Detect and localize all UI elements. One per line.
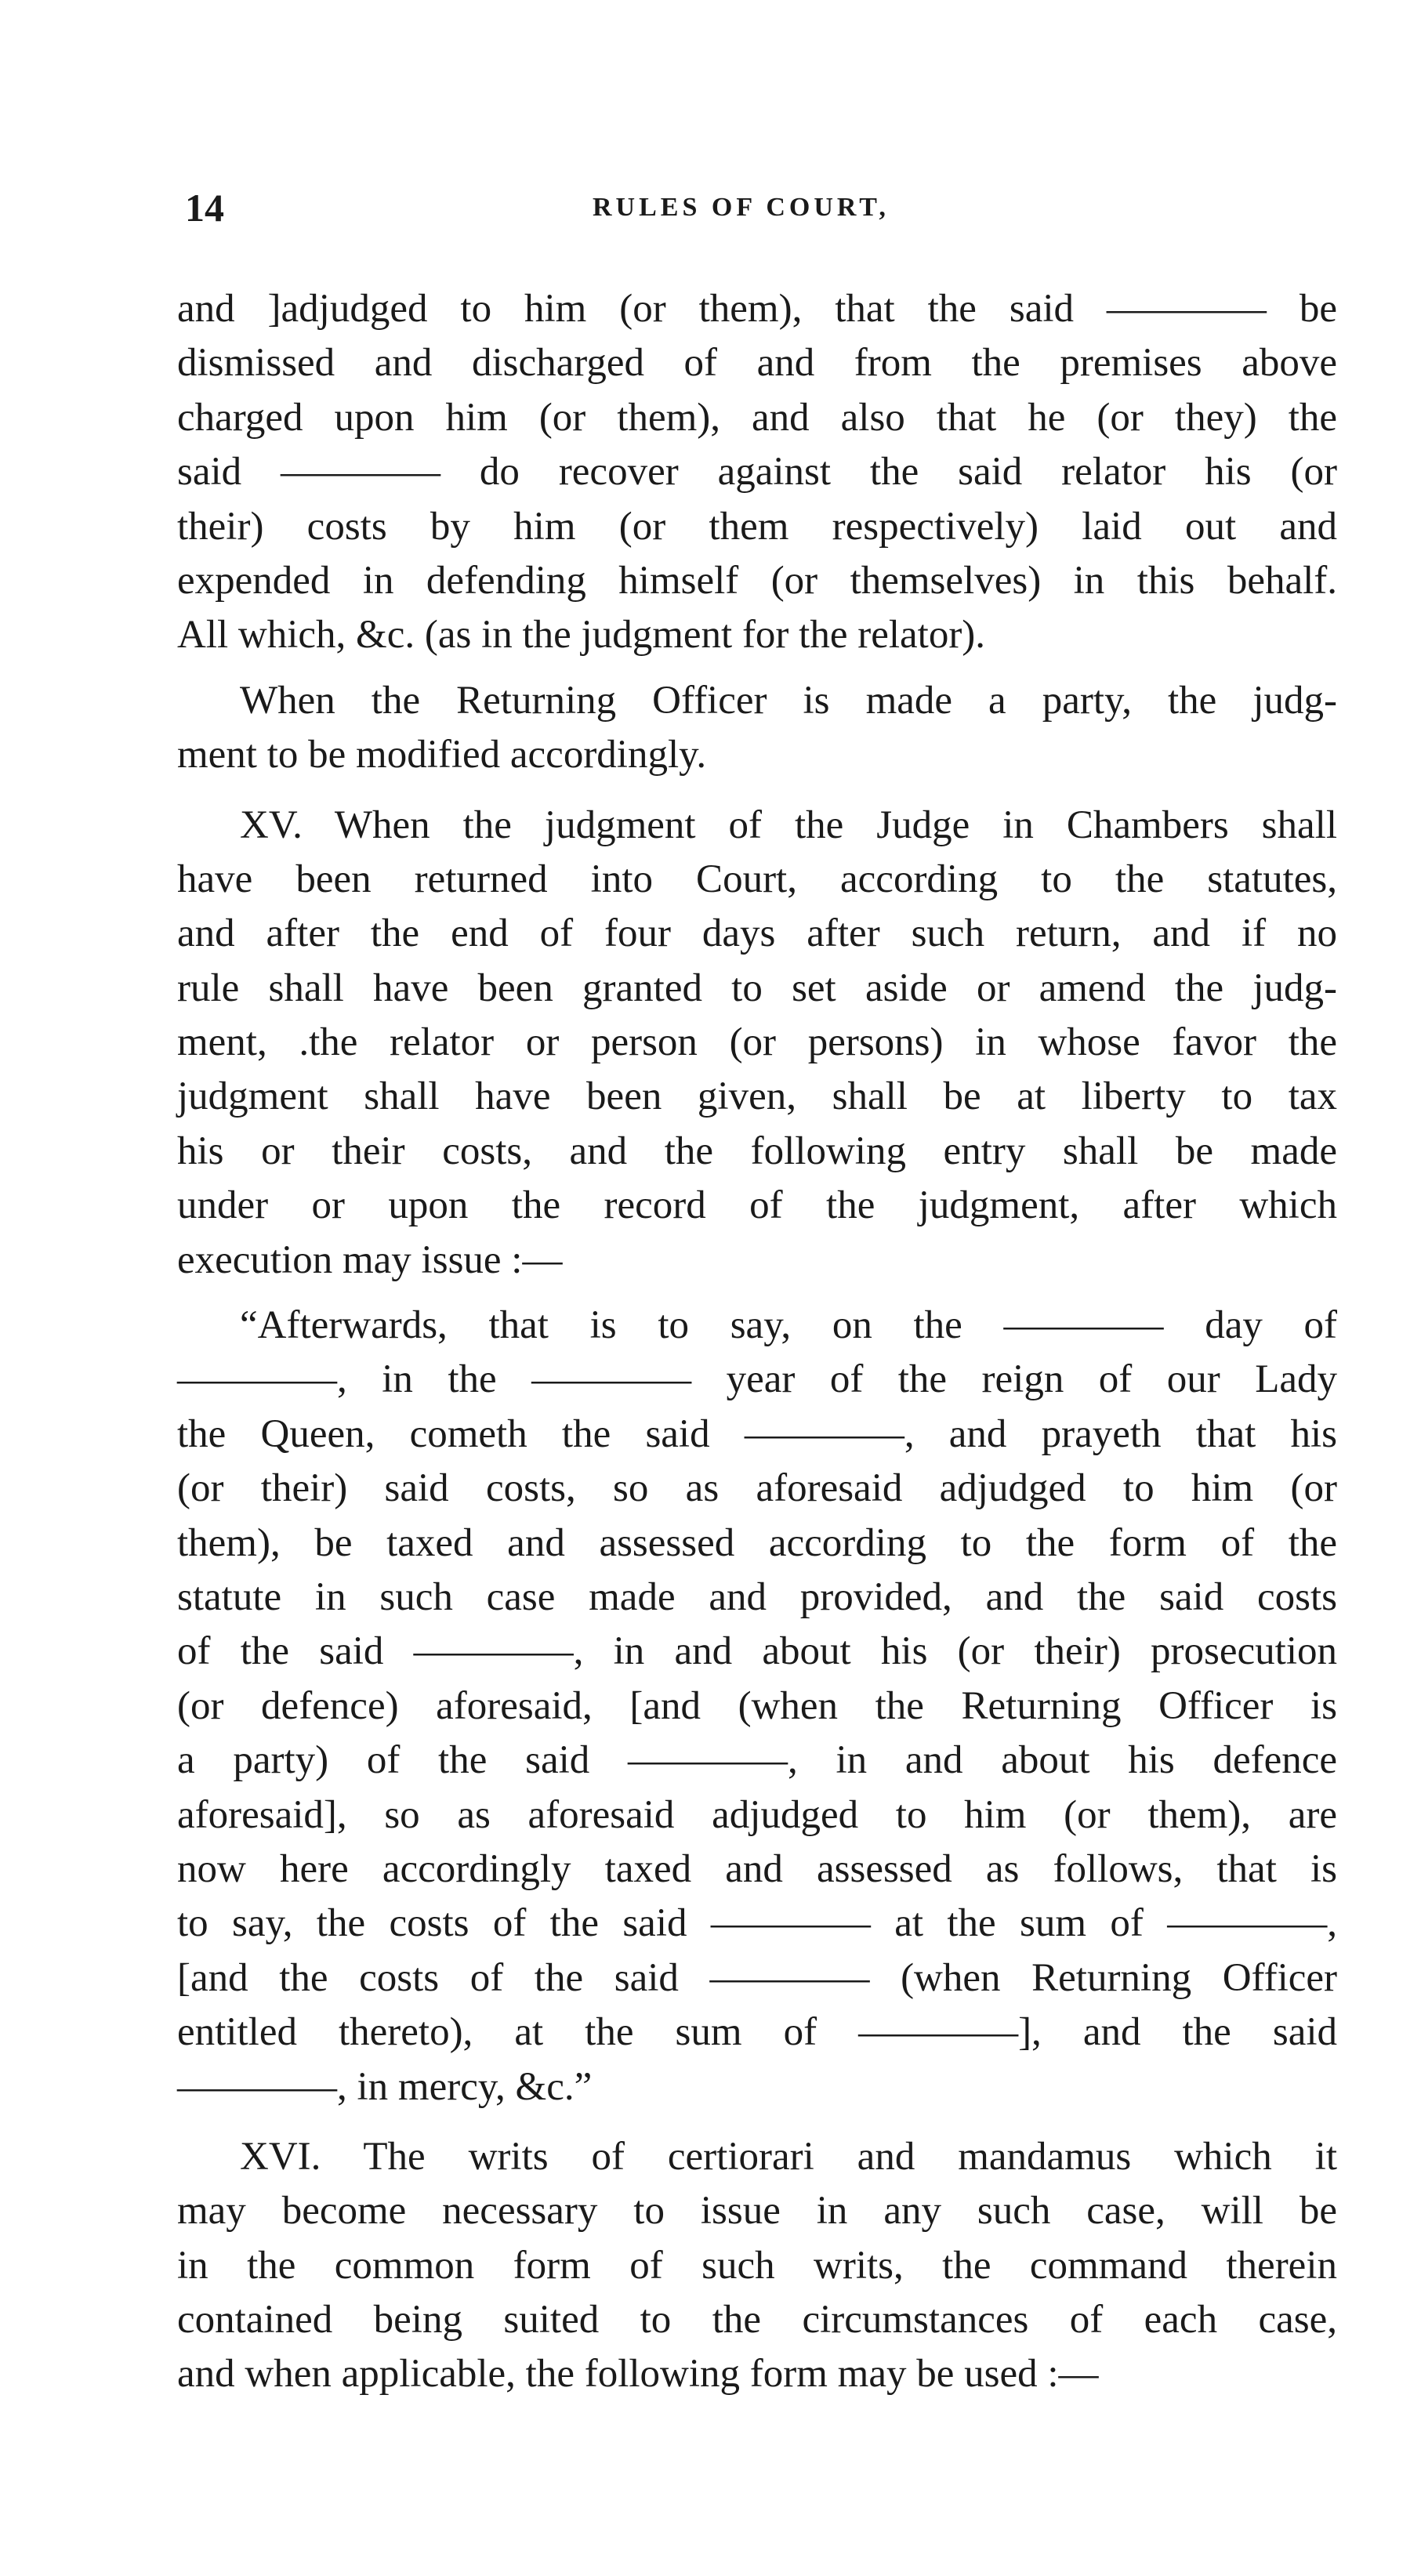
text-line: entitled thereto), at the sum of ————], and the said — [177, 2010, 1337, 2055]
text-line: ————, in the ———— year of the reign of our Lady — [177, 1357, 1337, 1402]
body-text — [177, 282, 1337, 2402]
text-line: judgment shall have been given, shall be at liberty to tax — [177, 1074, 1337, 1119]
text-line: contained being suited to the circumstances of each case, — [177, 2298, 1337, 2342]
text-line: a party) of the said ————, in and about his defence — [177, 1738, 1337, 1783]
text-line: (or defence) aforesaid, [and (when the Returning Officer is — [177, 1683, 1337, 1728]
text-line: “Afterwards, that is to say, on the ———— day of — [240, 1303, 1337, 1348]
text-line: statute in such case made and provided, and the said costs — [177, 1574, 1337, 1619]
text-line: dismissed and discharged of and from the premises above — [177, 341, 1337, 386]
text-line: may become necessary to issue in any such case, will be — [177, 2189, 1337, 2234]
text-line: and when applicable, the following form may be used :— — [177, 2352, 1099, 2397]
text-line: ment, .the relator or person (or persons) in whose favor the — [177, 1020, 1337, 1065]
text-line: under or upon the record of the judgment, after which — [177, 1183, 1337, 1228]
text-line: ————, in mercy, &c.” — [177, 2064, 593, 2109]
text-line: All which, &c. (as in the judgment for the relator). — [177, 613, 986, 658]
text-line: now here accordingly taxed and assessed as follows, that is — [177, 1846, 1337, 1891]
text-line: and after the end of four days after such return, and if no — [177, 911, 1337, 956]
text-line: XV. When the judgment of the Judge in Chambers shall — [240, 803, 1337, 847]
text-line: his or their costs, and the following entry shall be made — [177, 1129, 1337, 1173]
text-line: of the said ————, in and about his (or their) prosecution — [177, 1629, 1337, 1674]
text-line: ment to be modified accordingly. — [177, 733, 707, 777]
text-line: in the common form of such writs, the command therein — [177, 2243, 1337, 2288]
text-line: expended in defending himself (or themselves) in this behalf. — [177, 558, 1337, 603]
text-line: them), be taxed and assessed according to the form of the — [177, 1520, 1337, 1565]
text-line: (or their) said costs, so as aforesaid adjudged to him (or — [177, 1466, 1337, 1511]
text-line: rule shall have been granted to set aside or amend the judg- — [177, 966, 1337, 1010]
text-line: When the Returning Officer is made a party, the judg- — [240, 678, 1337, 723]
text-line: execution may issue :— — [177, 1237, 563, 1282]
text-line: XVI. The writs of certiorari and mandamus which it — [240, 2134, 1337, 2179]
text-line: said ———— do recover against the said relator his (or — [177, 450, 1337, 495]
text-line: and ]adjudged to him (or them), that the said ———— be — [177, 287, 1337, 331]
running-head: RULES OF COURT, — [593, 193, 890, 222]
page-header — [185, 185, 1329, 240]
text-line: their) costs by him (or them respectively) laid out and — [177, 504, 1337, 549]
text-line: to say, the costs of the said ———— at the sum of ————, — [177, 1901, 1337, 1946]
page-number: 14 — [185, 186, 224, 230]
text-line: have been returned into Court, according to the statutes, — [177, 857, 1337, 901]
text-line: [and the costs of the said ———— (when Returning Officer — [177, 1955, 1337, 2000]
text-line: charged upon him (or them), and also that he (or they) the — [177, 395, 1337, 440]
text-line: aforesaid], so as aforesaid adjudged to him (or them), are — [177, 1792, 1337, 1837]
text-line: the Queen, cometh the said ————, and prayeth that his — [177, 1411, 1337, 1456]
